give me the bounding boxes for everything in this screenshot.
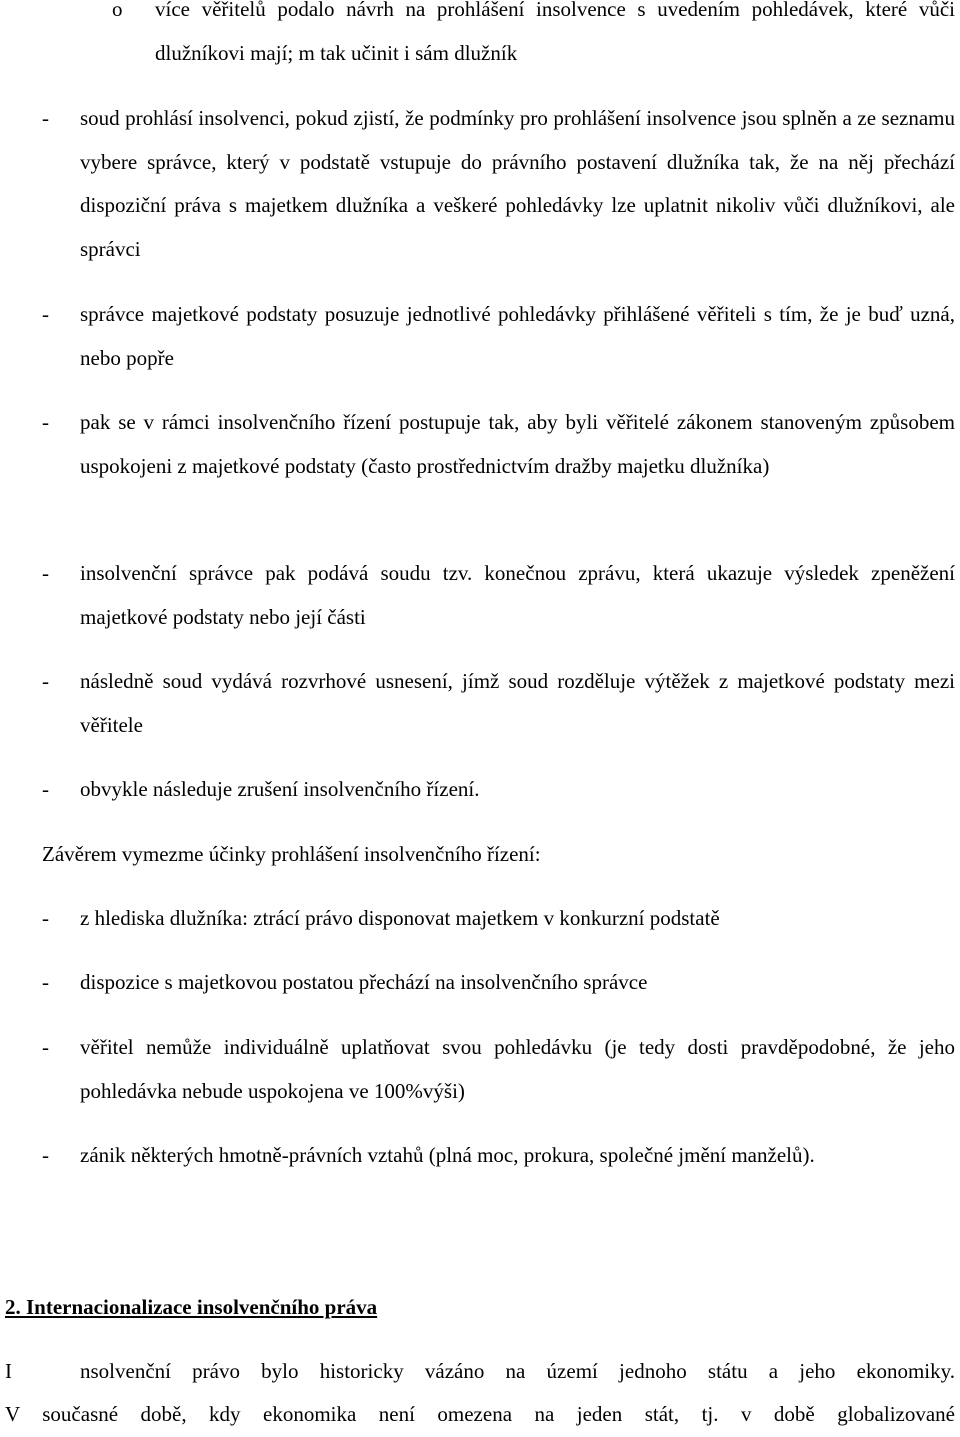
list-item — [42, 1134, 955, 1178]
list-item — [42, 97, 955, 271]
list-item-text: obvykle následuje zrušení insolvenčního řízení. — [80, 777, 480, 801]
dash-marker: - — [42, 1143, 49, 1167]
list-item — [42, 552, 955, 639]
sub-bullet-text: více věřitelů podalo návrh na prohlášení insolvence s uvedením pohledávek, které vůči dlužníkovi mají; m tak učinit i sám dlužník — [155, 0, 955, 65]
section-heading: 2. Internacionalizace insolvenčního práva — [5, 1295, 378, 1319]
dash-marker: - — [42, 669, 49, 693]
intro-paragraph: Závěrem vymezme účinky prohlášení insolvenčního řízení: — [42, 842, 541, 866]
list-item-text: insolvenční správce pak podává soudu tzv. konečnou zprávu, která ukazuje výsledek zpeněžení majetkové podstaty nebo její části — [80, 561, 955, 629]
circle-bullet-marker: o — [112, 0, 123, 21]
dash-marker: - — [42, 906, 49, 930]
dash-marker: - — [42, 106, 49, 130]
list-item — [42, 401, 955, 488]
sub-bullet-item — [112, 0, 955, 75]
list-item-text: soud prohlásí insolvenci, pokud zjistí, že podmínky pro prohlášení insolvence jsou splněn a ze seznamu vybere správce, který v podstatě vstupuje do právního postavení dlužníka tak, že na něj přechází dispoziční práva s majetkem dlužníka a veškeré pohledávky lze uplatnit nikoliv vůči dlužníkovi, ale správci — [80, 106, 955, 261]
dash-marker: - — [42, 302, 49, 326]
dash-marker: - — [42, 410, 49, 434]
list-item — [42, 1026, 955, 1113]
list-item-text: dispozice s majetkovou postatou přechází na insolvenčního správce — [80, 970, 648, 994]
dash-marker: - — [42, 970, 49, 994]
list-item-text: zánik některých hmotně-právních vztahů (plná moc, prokura, společné jmění manželů). — [80, 1143, 815, 1167]
list-item-text: následně soud vydává rozvrhové usnesení, jímž soud rozděluje výtěžek z majetkové podstaty mezi věřitele — [80, 669, 955, 737]
list-item — [42, 961, 955, 1005]
list-item-text: pak se v rámci insolvenčního řízení postupuje tak, aby byli věřitelé zákonem stanoveným způsobem uspokojeni z majetkové podstaty (často prostřednictvím dražby majetku dlužníka) — [80, 410, 955, 478]
list-item — [42, 660, 955, 747]
drop-cap-letter: I — [5, 1359, 12, 1383]
list-item-text: věřitel nemůže individuálně uplatňovat svou pohledávku (je tedy dosti pravděpodobné, že jeho pohledávka nebude uspokojena ve 100%výši) — [80, 1035, 955, 1103]
closing-line-2: V současné době, kdy ekonomika není omezena na jeden stát, tj. v době globalizované — [5, 1402, 955, 1426]
list-item-text: správce majetkové podstaty posuzuje jednotlivé pohledávky přihlášené věřiteli s tím, že je buď uzná, nebo popře — [80, 302, 955, 370]
list-item — [42, 293, 955, 380]
list-item — [42, 897, 955, 941]
dash-marker: - — [42, 777, 49, 801]
list-item — [42, 768, 955, 812]
closing-line-1: nsolvenční právo bylo historicky vázáno na území jednoho státu a jeho ekonomiky. — [80, 1359, 955, 1383]
dash-marker: - — [42, 561, 49, 585]
dash-marker: - — [42, 1035, 49, 1059]
list-item-text: z hlediska dlužníka: ztrácí právo disponovat majetkem v konkurzní podstatě — [80, 906, 720, 930]
